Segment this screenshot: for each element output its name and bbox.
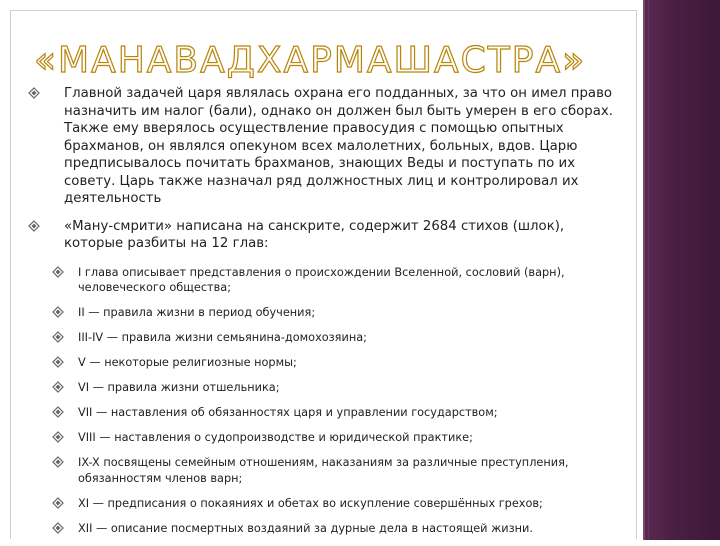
chapter-item <box>52 355 618 371</box>
list-item <box>28 85 618 208</box>
diamond-bullet-icon <box>52 456 64 468</box>
chapter-text: IX-X посвящены семейным отношениям, наказаниям за различные преступления, обязанностям членов варн; <box>78 456 569 485</box>
paragraph-text: Главной задачей царя являлась охрана его подданных, за что он имел право назначить им налог (бали), однако он должен был быть умерен в его сборах. Также ему вверялось осуществление правосудия с помощью опытных брахманов, он являлся опекуном всех малолетних, больных, вдов. Царю предписывалось почитать брахманов, знающих Веды и поступать по их совету. Царь также назначал ряд должностных лиц и контролировал их деятельность <box>64 86 613 206</box>
chapter-item <box>52 430 618 446</box>
chapter-item <box>52 521 618 537</box>
decorative-side-band <box>643 0 720 540</box>
chapter-text: III-IV — правила жизни семьянина-домохозяина; <box>78 331 367 344</box>
diamond-bullet-icon <box>52 522 64 534</box>
chapter-text: VI — правила жизни отшельника; <box>78 381 280 394</box>
diamond-bullet-icon <box>52 497 64 509</box>
chapter-text: XI — предписания о покаяниях и обетах во искупление совершённых грехов; <box>78 496 543 510</box>
diamond-bullet-icon <box>28 87 40 99</box>
diamond-bullet-icon <box>52 306 64 318</box>
chapter-item <box>52 405 618 421</box>
slide-content <box>28 85 618 546</box>
chapter-text: VII — наставления об обязанностях царя и управлении государством; <box>78 406 498 419</box>
chapter-item <box>52 305 618 321</box>
diamond-bullet-icon <box>28 220 40 232</box>
diamond-bullet-icon <box>52 266 64 278</box>
chapter-item <box>52 455 618 486</box>
diamond-bullet-icon <box>52 431 64 443</box>
diamond-bullet-icon <box>52 356 64 368</box>
chapter-item <box>52 496 618 512</box>
paragraph-text: «Ману-смрити» написана на санскрите, содержит 2684 стихов (шлок), которые разбиты на 12 глав: <box>64 218 565 251</box>
chapter-item <box>52 330 618 346</box>
list-item <box>28 218 618 537</box>
chapter-text: VIII — наставления о судопроизводстве и юридической практике; <box>78 431 473 444</box>
diamond-bullet-icon <box>52 331 64 343</box>
chapter-text: XII — описание посмертных воздаяний за дурные дела в настоящей жизни. <box>78 521 533 535</box>
main-bullet-list <box>28 85 618 536</box>
chapter-item <box>52 265 618 296</box>
diamond-bullet-icon <box>52 406 64 418</box>
chapter-text: V — некоторые религиозные нормы; <box>78 356 297 369</box>
diamond-bullet-icon <box>52 381 64 393</box>
chapter-item <box>52 380 618 396</box>
chapters-list <box>64 265 618 537</box>
slide-title: «МАНАВАДХАРМАШАСТРА» <box>34 40 587 81</box>
chapter-text: I глава описывает представления о происхождении Вселенной, сословий (варн), человеческого общества; <box>78 265 565 294</box>
chapter-text: II — правила жизни в период обучения; <box>78 306 316 319</box>
